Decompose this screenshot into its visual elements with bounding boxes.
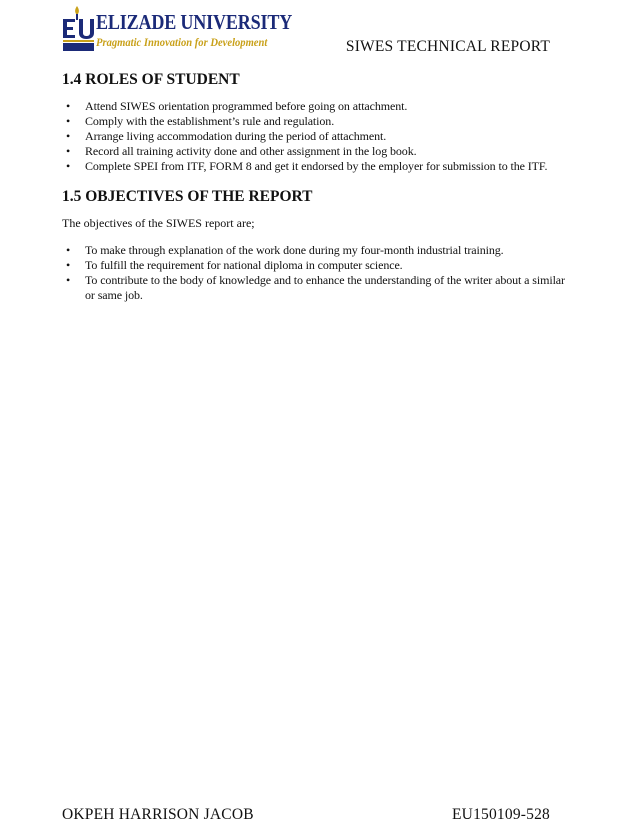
university-name: ELIZADE UNIVERSITY [96,10,293,34]
list-item-text: Comply with the establishment’s rule and regulation. [85,114,335,128]
bullet-icon: • [66,99,71,113]
bullet-icon: • [66,258,71,272]
bullet-icon: • [66,273,71,287]
university-logo [60,6,293,54]
university-crest-icon [60,6,96,52]
report-running-title: SIWES TECHNICAL REPORT [345,38,550,55]
list-item-text: Attend SIWES orientation programmed before going on attachment. [85,99,408,113]
list-item-text: Complete SPEI from ITF, FORM 8 and get it endorsed by the employer for submission to the ITF. [85,159,548,173]
list-item [62,258,572,273]
list-item [62,243,572,258]
list-item-text: To contribute to the body of knowledge and to enhance the understanding of the writer about a similar or same job. [85,273,565,302]
list-item-text: Arrange living accommodation during the period of attachment. [85,129,387,143]
list-item-text: Record all training activity done and other assignment in the log book. [85,144,417,158]
list-item-text: To fulfill the requirement for national diploma in computer science. [85,258,403,272]
list-item [62,99,572,114]
objectives-intro: The objectives of the SIWES report are; [62,216,255,230]
bullet-icon: • [66,159,71,173]
list-item [62,144,572,159]
section-heading-objectives: 1.5 OBJECTIVES OF THE REPORT [62,188,313,205]
bullet-icon: • [66,144,71,158]
section-heading-roles: 1.4 ROLES OF STUDENT [62,71,240,88]
bullet-icon: • [66,129,71,143]
list-item [62,114,572,129]
roles-list [62,99,572,174]
bullet-icon: • [66,243,71,257]
university-tagline: Pragmatic Innovation for Development [96,37,268,49]
page-header [0,0,638,62]
list-item [62,129,572,144]
list-item-text: To make through explanation of the work done during my four-month industrial training. [85,243,504,257]
bullet-icon: • [66,114,71,128]
footer-author: OKPEH HARRISON JACOB [62,806,254,823]
footer-student-id: EU150109-528 [452,806,550,823]
objectives-list [62,243,572,303]
document-body [62,70,572,303]
list-item [62,159,572,174]
list-item [62,273,572,303]
